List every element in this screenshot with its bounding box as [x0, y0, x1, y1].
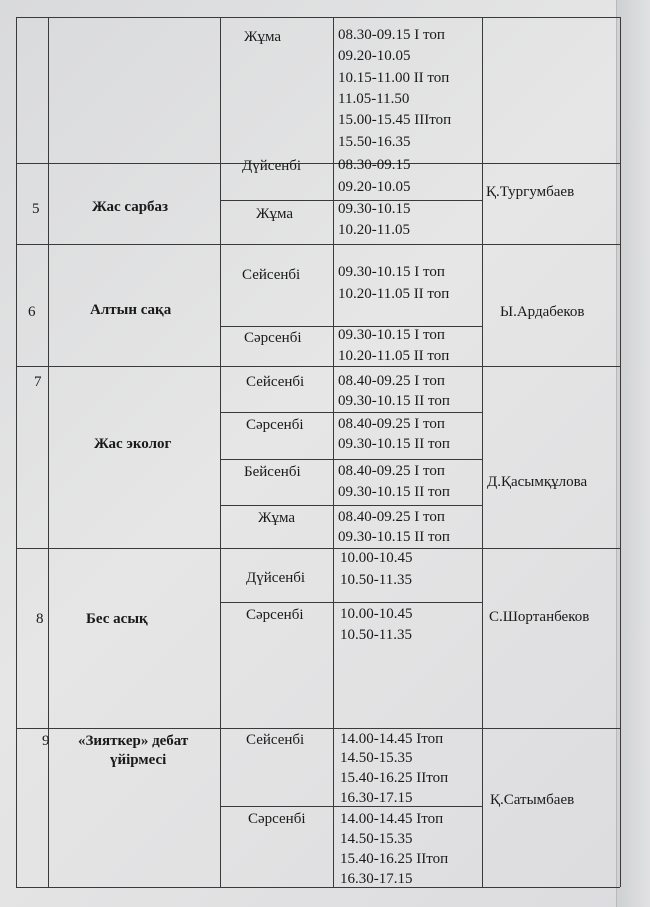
- day-cell: Дүйсенбі: [242, 158, 302, 174]
- row-number: 6: [28, 304, 36, 320]
- teacher-name: Д.Қасымқұлова: [487, 474, 588, 490]
- time-cell: 09.30-10.15: [338, 201, 411, 217]
- table-border-right: [620, 17, 621, 887]
- time-cell: 08.40-09.25 I топ: [338, 373, 445, 389]
- day-cell: Жұма: [244, 29, 281, 45]
- time-cell: 15.40-16.25 IIтоп: [340, 851, 449, 867]
- day-cell: Жұма: [258, 510, 295, 526]
- time-cell: 08.40-09.25 I топ: [338, 416, 445, 432]
- time-cell: 10.15-11.00 II топ: [338, 70, 450, 86]
- day-cell: Жұма: [256, 206, 293, 222]
- time-cell: 09.30-10.15 II топ: [338, 529, 450, 545]
- time-cell: 10.20-11.05: [338, 222, 410, 238]
- day-cell: Дүйсенбі: [246, 570, 306, 586]
- day-cell: Сәрсенбі: [244, 330, 302, 346]
- row-separator: [16, 366, 620, 367]
- day-cell: Сәрсенбі: [246, 607, 304, 623]
- time-cell: 16.30-17.15: [340, 790, 413, 806]
- teacher-name: Қ.Сатымбаев: [490, 792, 575, 808]
- time-cell: 09.30-10.15 II топ: [338, 393, 450, 409]
- col-divider-name: [220, 17, 221, 887]
- day-separator: [220, 602, 482, 603]
- day-separator: [220, 459, 482, 460]
- time-cell: 10.20-11.05 II топ: [338, 348, 450, 364]
- row-number: 9: [42, 733, 50, 749]
- day-cell: Сейсенбі: [246, 374, 305, 390]
- time-cell: 09.20-10.05: [338, 48, 411, 64]
- row-separator: [16, 728, 620, 729]
- time-cell: 10.50-11.35: [340, 572, 412, 588]
- teacher-name: Ы.Ардабеков: [500, 304, 585, 320]
- day-cell: Сейсенбі: [246, 732, 305, 748]
- club-name: Жас эколог: [94, 436, 172, 452]
- table-border-top: [16, 17, 620, 18]
- time-cell: 09.30-10.15 II топ: [338, 436, 450, 452]
- time-cell: 14.00-14.45 Iтоп: [340, 731, 444, 747]
- time-cell: 15.00-15.45 IIIтоп: [338, 112, 452, 128]
- day-cell: Бейсенбі: [244, 464, 301, 480]
- day-cell: Сәрсенбі: [248, 811, 306, 827]
- time-cell: 09.30-10.15 II топ: [338, 484, 450, 500]
- club-name: «Зияткер» дебат: [78, 733, 189, 749]
- club-name: Алтын сақа: [90, 302, 172, 318]
- time-cell: 15.40-16.25 IIтоп: [340, 770, 449, 786]
- time-cell: 09.30-10.15 I топ: [338, 264, 445, 280]
- time-cell: 08.30-09.15: [338, 157, 411, 173]
- col-divider-time: [482, 17, 483, 887]
- time-cell: 08.40-09.25 I топ: [338, 463, 445, 479]
- row-number: 8: [36, 611, 44, 627]
- teacher-name: С.Шортанбеков: [489, 609, 590, 625]
- time-cell: 16.30-17.15: [340, 871, 413, 887]
- time-cell: 10.00-10.45: [340, 606, 413, 622]
- club-name: Бес асық: [86, 611, 148, 627]
- time-cell: 08.40-09.25 I топ: [338, 509, 445, 525]
- row-separator: [16, 548, 620, 549]
- time-cell: 14.50-15.35: [340, 750, 413, 766]
- club-name: Жас сарбаз: [92, 199, 169, 215]
- day-cell: Сәрсенбі: [246, 417, 304, 433]
- row-separator: [16, 244, 620, 245]
- day-cell: Сейсенбі: [242, 267, 301, 283]
- time-cell: 11.05-11.50: [338, 91, 410, 107]
- table-border-left: [16, 17, 17, 887]
- time-cell: 09.20-10.05: [338, 179, 411, 195]
- time-cell: 10.20-11.05 II топ: [338, 286, 450, 302]
- table-border-bottom: [16, 887, 620, 888]
- time-cell: 14.50-15.35: [340, 831, 413, 847]
- day-separator: [220, 412, 482, 413]
- time-cell: 14.00-14.45 Iтоп: [340, 811, 444, 827]
- teacher-name: Қ.Тургумбаев: [486, 184, 575, 200]
- day-separator: [220, 505, 482, 506]
- time-cell: 15.50-16.35: [338, 134, 411, 150]
- time-cell: 08.30-09.15 I топ: [338, 27, 445, 43]
- paper-edge: [616, 0, 650, 907]
- time-cell: 10.50-11.35: [340, 627, 412, 643]
- col-divider-day: [333, 17, 334, 887]
- time-cell: 10.00-10.45: [340, 550, 413, 566]
- club-name-line2: үйірмесі: [110, 752, 167, 768]
- row-number: 5: [32, 201, 40, 217]
- row-number: 7: [34, 374, 42, 390]
- col-divider-number: [48, 17, 49, 887]
- row-separator: [16, 163, 620, 164]
- time-cell: 09.30-10.15 I топ: [338, 327, 445, 343]
